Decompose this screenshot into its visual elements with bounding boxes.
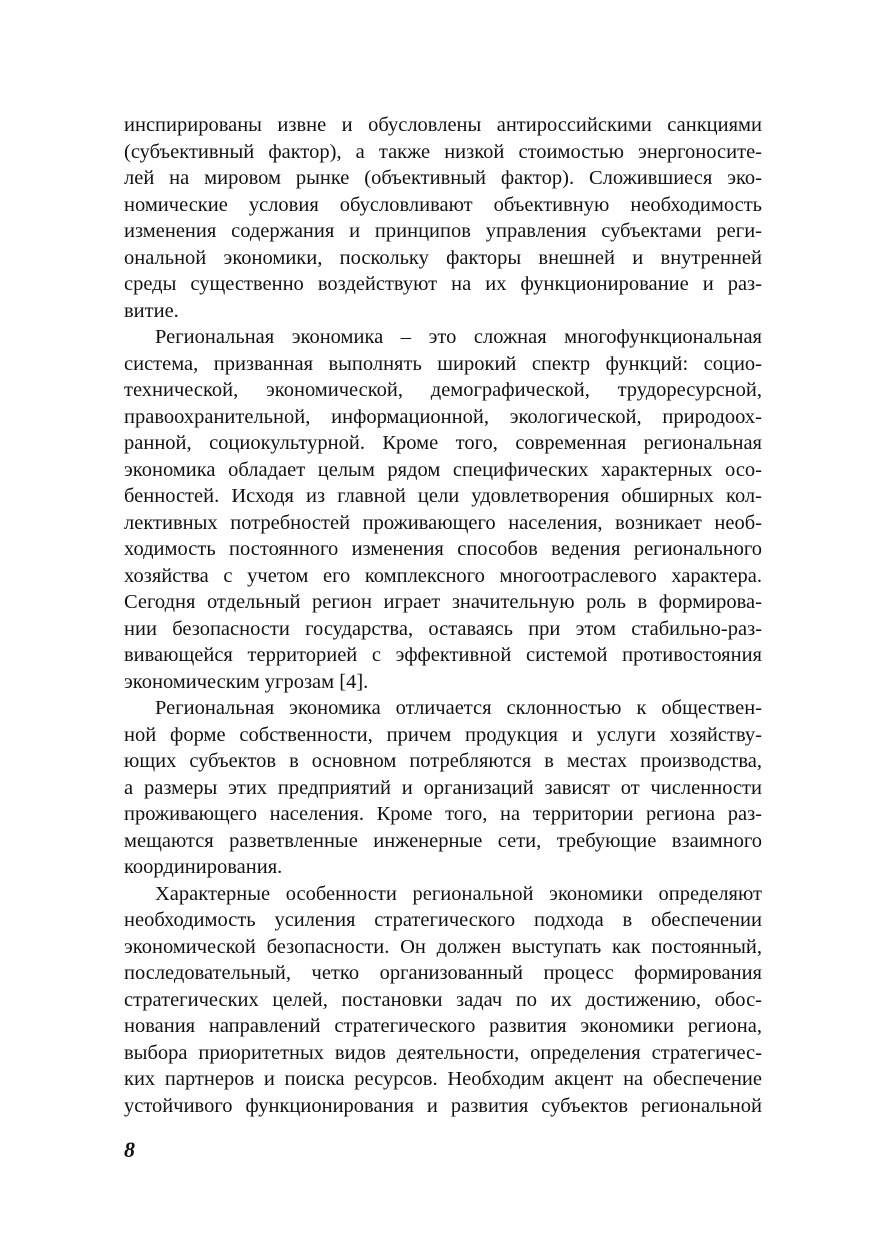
text-line: технической, экономической, демографической, трудоресурсной, [124,379,762,401]
text-line: необходимость усиления стратегического подхода в обеспечении [124,909,762,931]
text-line: экономической безопасности. Он должен выступать как постоянный, [124,935,762,958]
text-line: устойчивого функционирования и развития субъектов региональной [124,1094,762,1117]
text-line: выбора приоритетных видов деятельности, определения стратегичес- [124,1041,762,1064]
paragraph-4 [124,881,762,1120]
text-line: Региональная экономика отличается склонностью к обществен- [155,697,762,719]
text-line: ной форме собственности, причем продукция и услуги хозяйству- [124,723,762,746]
text-line: последовательный, четко организованный процесс формирования [124,962,762,984]
text-line: лей на мировом рынке (объективный фактор). Сложившиеся эко- [124,167,762,189]
text-line: координирования. [124,856,283,878]
text-line: ранной, социокультурной. Кроме того, современная региональная [124,432,762,454]
page-body [124,112,762,1119]
text-line: (субъективный фактор), а также низкой стоимостью энергоносите- [124,140,762,163]
text-line: изменения содержания и принципов управления субъектами реги- [124,220,762,242]
text-line: хозяйства с учетом его комплексного многоотраслевого характера. [124,564,762,587]
text-line: инспирированы извне и обусловлены антироссийскими санкциями [124,114,762,136]
text-line: витие. [124,299,179,322]
paragraph-2 [124,324,762,695]
text-line: Сегодня отдельный регион играет значительную роль в формирова- [124,591,762,613]
page-number: 8 [124,1137,135,1162]
text-line: среды существенно воздействуют на их функционирование и раз- [124,273,762,295]
paragraph-3 [124,695,762,881]
text-line: мещаются разветвленные инженерные сети, требующие взаимного [124,829,762,852]
text-line: стратегических целей, постановки задач по их достижению, обос- [124,988,762,1011]
text-line: Характерные особенности региональной экономики определяют [155,882,762,905]
paragraph-1 [124,112,762,324]
text-line: экономическим угрозам [4]. [124,670,369,693]
text-line: а размеры этих предприятий и организаций зависят от численности [124,776,762,799]
text-line: лективных потребностей проживающего населения, возникает необ- [124,511,762,534]
text-line: нии безопасности государства, оставаясь при этом стабильно-раз- [124,617,762,640]
text-line: правоохранительной, информационной, экологической, природоох- [124,405,762,428]
text-line: Региональная экономика – это сложная многофункциональная [155,326,762,348]
text-line: ющих субъектов в основном потребляются в местах производства, [124,750,762,772]
text-line: ких партнеров и поиска ресурсов. Необходим акцент на обеспечение [124,1068,762,1090]
text-line: бенностей. Исходя из главной цели удовлетворения обширных кол- [124,485,762,507]
text-line: проживающего населения. Кроме того, на территории региона раз- [124,803,762,825]
text-line: нования направлений стратегического развития экономики региона, [124,1015,762,1037]
text-line: номические условия обусловливают объективную необходимость [124,193,762,216]
text-line: экономика обладает целым рядом специфических характерных осо- [124,458,762,481]
text-line: система, призванная выполнять широкий спектр функций: социо- [124,352,762,375]
text-line: ональной экономики, поскольку факторы внешней и внутренней [124,246,762,269]
text-line: вивающейся территорией с эффективной системой противостояния [124,644,762,666]
text-line: ходимость постоянного изменения способов ведения регионального [124,538,762,560]
